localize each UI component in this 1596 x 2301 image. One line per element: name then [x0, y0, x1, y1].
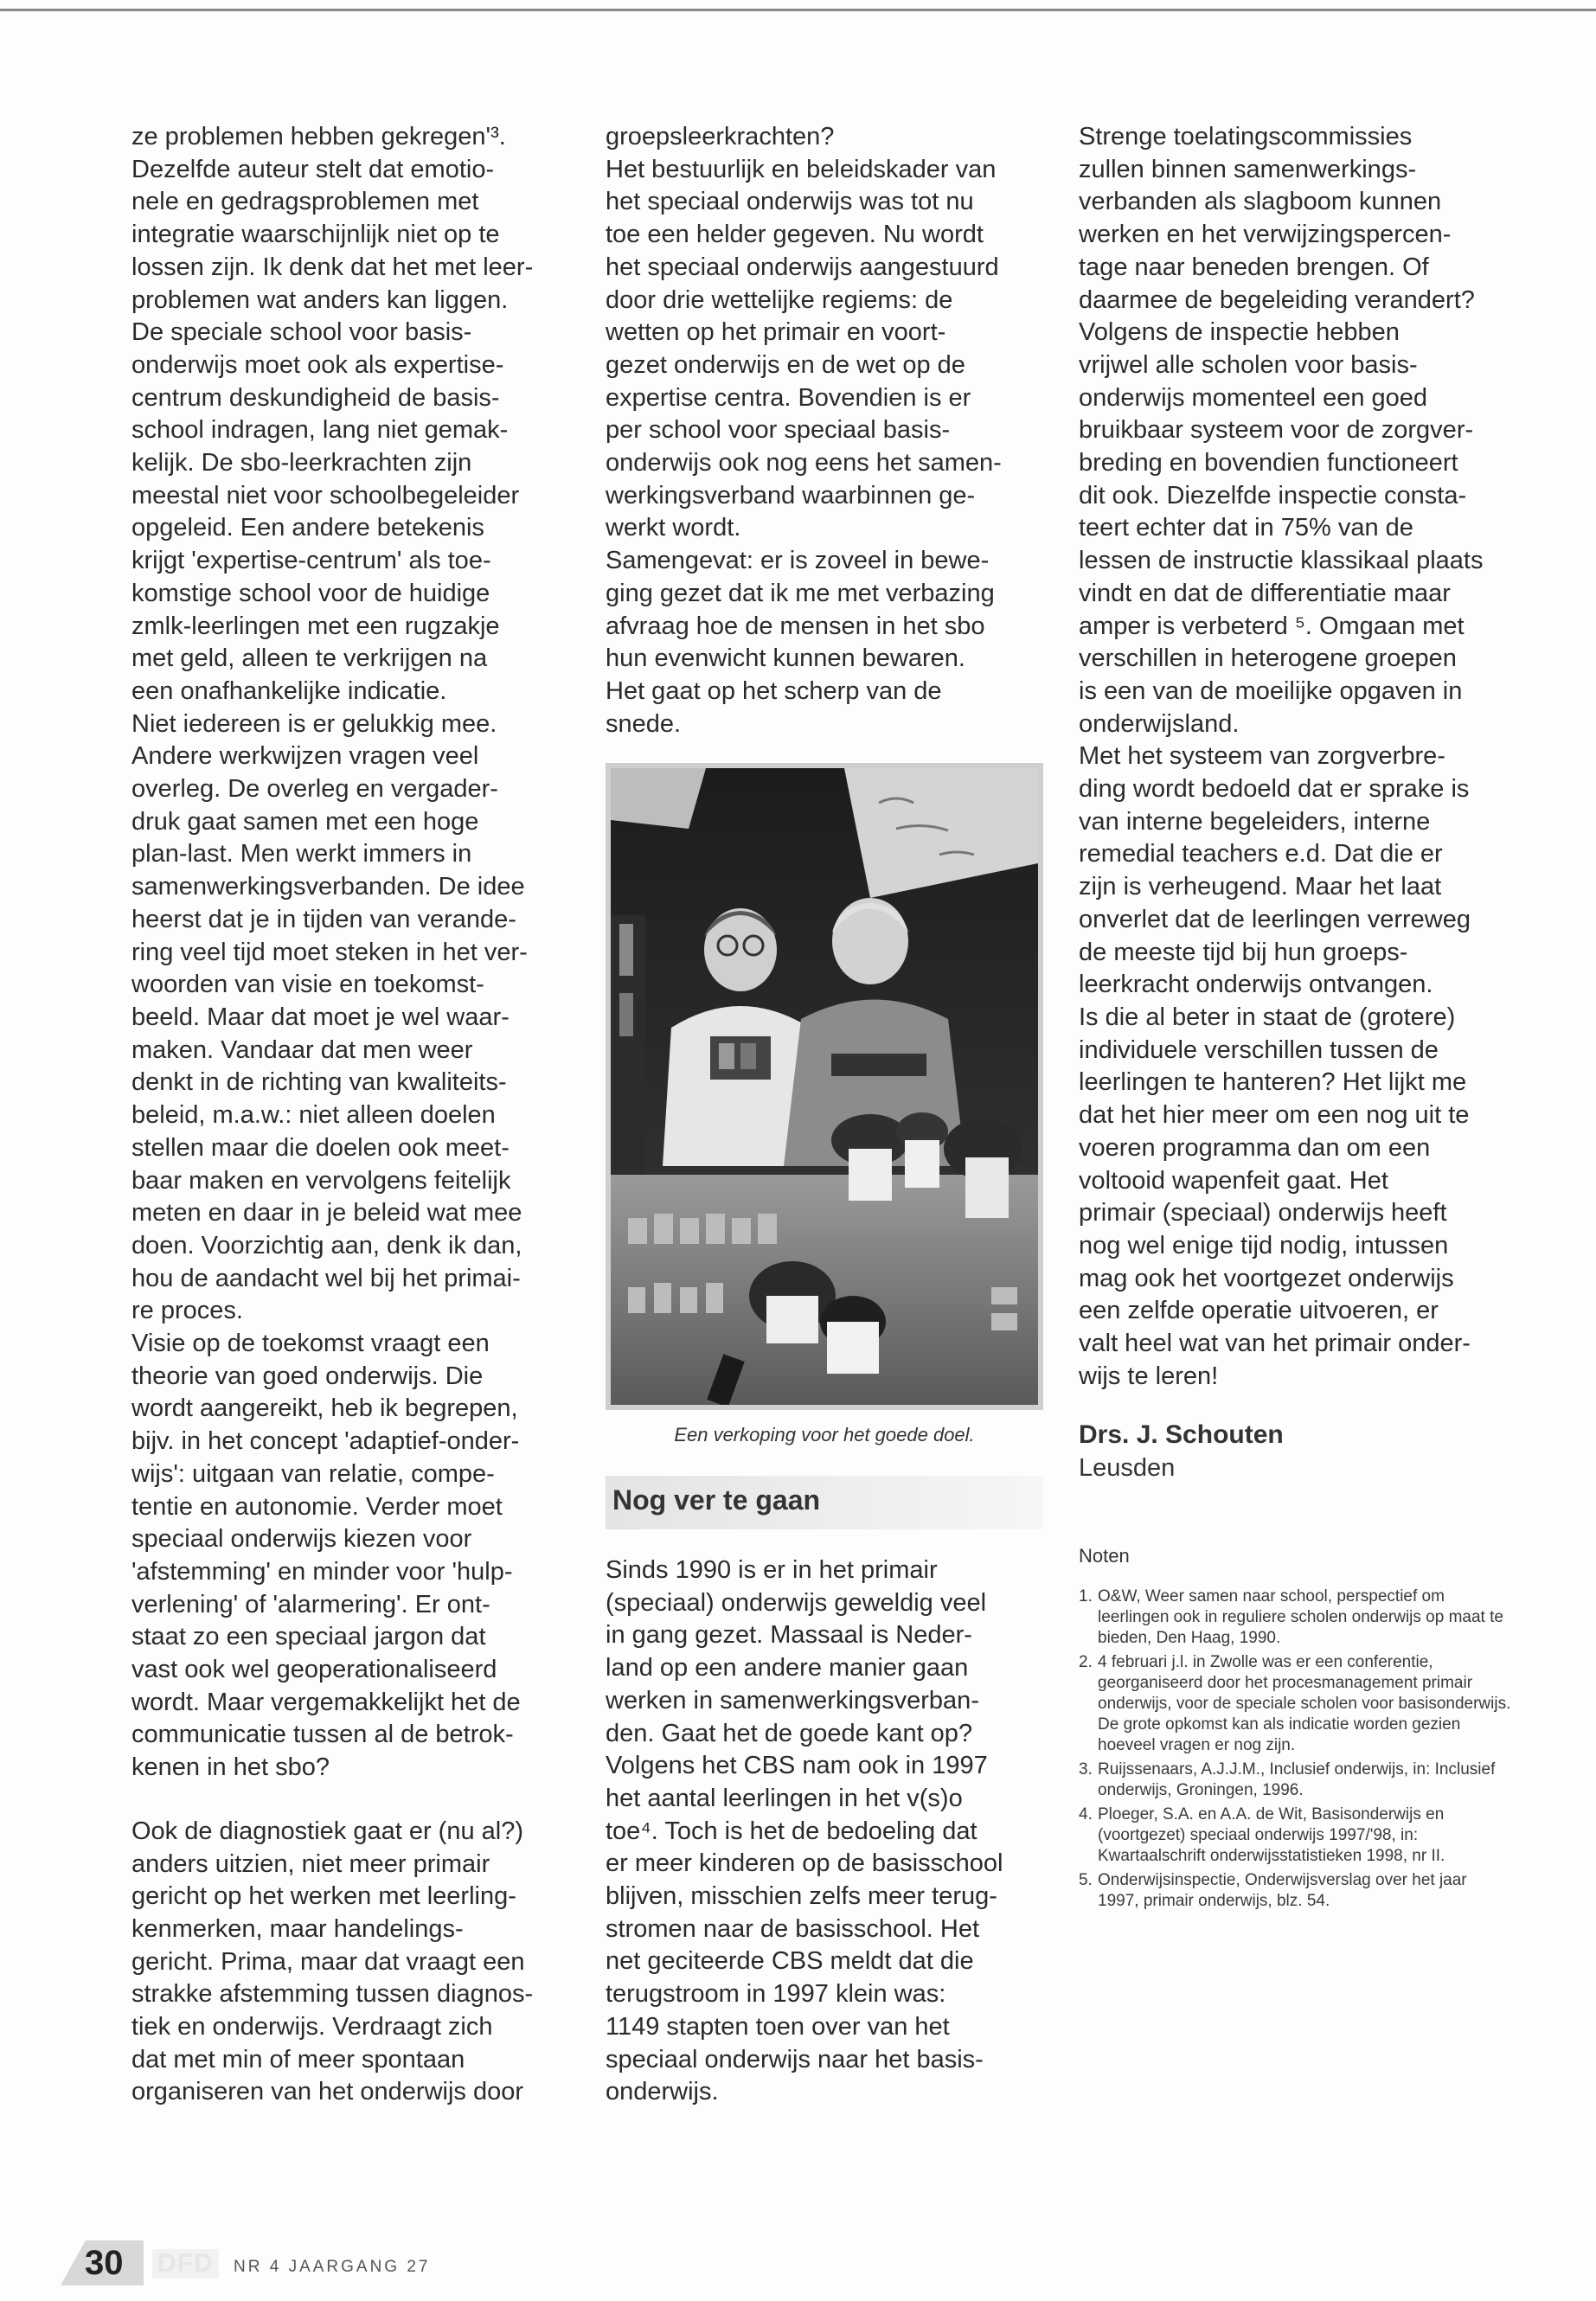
text-line: De speciale school voor basis- — [131, 318, 472, 347]
text-line: beeld. Maar dat moet je wel waar- — [131, 1003, 510, 1031]
text-line: Volgens het CBS nam ook in 1997 — [606, 1752, 988, 1780]
text-line: tentie en autonomie. Verder moet — [131, 1492, 503, 1521]
text-line: stromen naar de basisschool. Het — [606, 1914, 979, 1943]
note-item — [1079, 1586, 1511, 1649]
text-line: denkt in de richting van kwaliteits- — [131, 1068, 507, 1097]
text-line: wordt aangereikt, heb ik begrepen, — [131, 1394, 518, 1423]
text-line: Het gaat op het scherp van de — [606, 676, 942, 705]
notes-section — [1079, 1545, 1511, 1915]
text-line: Ook de diagnostiek gaat er (nu al?) — [131, 1817, 523, 1845]
column-3 — [1079, 121, 1529, 1393]
notes-list — [1079, 1586, 1511, 1912]
text-line: amper is verbeterd ⁵. Omgaan met — [1079, 612, 1465, 640]
text-line: gericht. Prima, maar dat vraagt een — [131, 1947, 525, 1976]
text-line: krijgt 'expertise-centrum' als toe- — [131, 547, 491, 575]
text-line: valt heel wat van het primair onder- — [1079, 1330, 1471, 1358]
text-line: nog wel enige tijd nodig, intussen — [1079, 1231, 1449, 1259]
note-number: 2. — [1079, 1653, 1093, 1671]
text-line: ze problemen hebben gekregen'³. — [131, 123, 506, 151]
text-line: speciaal onderwijs kiezen voor — [131, 1525, 472, 1554]
text-line: werken in samenwerkingsverban- — [606, 1686, 979, 1715]
column-1 — [131, 121, 573, 2109]
text-line: centrum deskundigheid de basis- — [131, 383, 500, 412]
text-line: communicatie tussen al de betrok- — [131, 1721, 514, 1749]
text-line: Met het systeem van zorgverbre- — [1079, 742, 1445, 771]
text-line: doen. Voorzichtig aan, denk ik dan, — [131, 1231, 522, 1259]
text-line: Het bestuurlijk en beleidskader van — [606, 155, 997, 183]
text-line: tiek en onderwijs. Verdraagt zich — [131, 2013, 493, 2041]
text-line: hou de aandacht wel bij het primai- — [131, 1264, 521, 1292]
text-line: wijs te leren! — [1079, 1362, 1219, 1390]
text-line: maken. Vandaar dat men weer — [131, 1035, 473, 1064]
note-number: 5. — [1079, 1871, 1093, 1889]
text-line: komstige school voor de huidige — [131, 579, 490, 607]
text-line: heerst dat je in tijden van verande- — [131, 905, 516, 933]
section-heading: Nog ver te gaan — [612, 1484, 821, 1516]
note-text: Onderwijsinspectie, Onderwijsverslag over het jaar 1997, primair onderwijs, blz. 54. — [1098, 1871, 1467, 1910]
text-line: onderwijs. — [606, 2078, 719, 2106]
text-line: zmlk-leerlingen met een rugzakje — [131, 612, 500, 640]
text-line: wordt. Maar vergemakkelijkt het de — [131, 1688, 521, 1716]
text-line: breding en bovendien functioneert — [1079, 449, 1458, 478]
text-line: wijs': uitgaan van relatie, compe- — [131, 1459, 495, 1488]
text-line: school indragen, lang niet gemak- — [131, 416, 509, 445]
text-line: snede. — [606, 709, 682, 738]
text-line: (speciaal) onderwijs geweldig veel — [606, 1588, 987, 1617]
text-line: dat met min of meer spontaan — [131, 2045, 465, 2073]
note-number: 1. — [1079, 1587, 1093, 1606]
note-item — [1079, 1804, 1511, 1867]
page-footer — [61, 2240, 580, 2292]
text-line: staat zo een speciaal jargon dat — [131, 1623, 486, 1651]
text-line: kenmerken, maar handelings- — [131, 1914, 464, 1943]
text-line: de meeste tijd bij hun groeps- — [1079, 938, 1408, 966]
text-line: bijv. in het concept 'adaptief-onder- — [131, 1427, 520, 1456]
note-text: Ruijssenaars, A.J.J.M., Inclusief onderwijs, in: Inclusief onderwijs, Groningen, 1996. — [1098, 1760, 1496, 1799]
photo-children-sale — [611, 768, 1038, 1405]
text-line: vrijwel alle scholen voor basis- — [1079, 350, 1418, 379]
text-line: 'afstemming' en minder voor 'hulp- — [131, 1557, 513, 1586]
note-item — [1079, 1759, 1511, 1801]
text-line: theorie van goed onderwijs. Die — [131, 1362, 484, 1390]
text-line: afvraag hoe de mensen in het sbo — [606, 612, 985, 640]
text-line: zullen binnen samenwerkings- — [1079, 155, 1417, 183]
text-line: leerkracht onderwijs ontvangen. — [1079, 971, 1433, 999]
text-line: Volgens de inspectie hebben — [1079, 318, 1400, 347]
magazine-logo: DFD — [152, 2249, 219, 2279]
text-line: ring veel tijd moet steken in het ver- — [131, 938, 528, 966]
text-line: Is die al beter in staat de (grotere) — [1079, 1003, 1456, 1031]
text-line: tage naar beneden brengen. Of — [1079, 253, 1429, 281]
column-2 — [606, 121, 1047, 740]
column-1-text — [131, 121, 573, 1785]
text-line: per school voor speciaal basis- — [606, 416, 951, 445]
text-line: lessen de instructie klassikaal plaats — [1079, 547, 1484, 575]
text-line: werkingsverband waarbinnen ge- — [606, 481, 976, 510]
text-line: samenwerkingsverbanden. De idee — [131, 873, 525, 901]
text-line: het speciaal onderwijs aangestuurd — [606, 253, 999, 281]
text-line: teert echter dat in 75% van de — [1079, 514, 1413, 542]
text-line: verbanden als slagboom kunnen — [1079, 188, 1442, 216]
text-line: onverlet dat de leerlingen verreweg — [1079, 905, 1471, 933]
text-line: gericht op het werken met leerling- — [131, 1882, 516, 1911]
text-line: meten en daar in je beleid wat mee — [131, 1199, 522, 1227]
text-line: toe⁴. Toch is het de bedoeling dat — [606, 1817, 977, 1845]
text-line: anders uitzien, niet meer primair — [131, 1849, 490, 1878]
text-line: onderwijs momenteel een goed — [1079, 383, 1428, 412]
text-line: druk gaat samen met een hoge — [131, 807, 479, 836]
text-line: remedial teachers e.d. Dat die er — [1079, 840, 1443, 868]
notes-title: Noten — [1079, 1545, 1130, 1567]
text-line: voltooid wapenfeit gaat. Het — [1079, 1166, 1388, 1195]
text-line: van interne begeleiders, interne — [1079, 807, 1431, 836]
text-line: vindt en dat de differentiatie maar — [1079, 579, 1451, 607]
text-line: verlening' of 'alarmering'. Er ont- — [131, 1590, 490, 1618]
text-line: dit ook. Diezelfde inspectie consta- — [1079, 481, 1467, 510]
issue-info: NR 4 JAARGANG 27 — [234, 2258, 431, 2276]
text-line: Strenge toelatingscommissies — [1079, 123, 1413, 151]
top-rule — [0, 9, 1596, 11]
column-3-text — [1079, 121, 1529, 1393]
text-line: Andere werkwijzen vragen veel — [131, 742, 479, 771]
text-line: net geciteerde CBS meldt dat die — [606, 1947, 974, 1976]
text-line: den. Gaat het de goede kant op? — [606, 1719, 973, 1747]
text-line: dat het hier meer om een nog uit te — [1079, 1101, 1470, 1130]
text-line: re proces. — [131, 1297, 243, 1325]
text-line: wetten op het primair en voort- — [606, 318, 946, 347]
text-line: integratie waarschijnlijk niet op te — [131, 221, 500, 249]
section-heading-box — [606, 1476, 1043, 1529]
text-line: vast ook wel geoperationaliseerd — [131, 1656, 497, 1684]
text-line: een zelfde operatie uitvoeren, er — [1079, 1297, 1439, 1325]
text-line: door drie wettelijke regiems: de — [606, 285, 953, 314]
text-line: toe een helder gegeven. Nu wordt — [606, 221, 984, 249]
text-line: baar maken en vervolgens feitelijk — [131, 1166, 511, 1195]
text-line: onderwijsland. — [1079, 709, 1240, 738]
author-place: Leusden — [1079, 1454, 1176, 1482]
text-line: daarmee de begeleiding verandert? — [1079, 285, 1475, 314]
text-line: expertise centra. Bovendien is er — [606, 383, 971, 412]
text-line: nele en gedragsproblemen met — [131, 188, 479, 216]
text-line: lossen zijn. Ik denk dat het met leer- — [131, 253, 534, 281]
text-line: ging gezet dat ik me met verbazing — [606, 579, 995, 607]
text-line: terugstroom in 1997 klein was: — [606, 1980, 946, 2009]
author-block — [1079, 1419, 1529, 1484]
author-name: Drs. J. Schouten — [1079, 1420, 1284, 1449]
text-line: overleg. De overleg en vergader- — [131, 775, 498, 804]
note-number: 3. — [1079, 1760, 1093, 1779]
text-line: gezet onderwijs en de wet op de — [606, 350, 965, 379]
text-line: een onafhankelijke indicatie. — [131, 676, 447, 705]
text-line: werken en het verwijzingspercen- — [1079, 221, 1452, 249]
column-1-text-continued — [131, 1816, 573, 2109]
note-item — [1079, 1870, 1511, 1912]
photo-figure — [606, 763, 1043, 1410]
text-line: groepsleerkrachten? — [606, 123, 835, 151]
figure-caption: Een verkoping voor het goede doel. — [674, 1424, 975, 1445]
text-line: land op een andere manier gaan — [606, 1654, 969, 1682]
text-line: mag ook het voortgezet onderwijs — [1079, 1264, 1454, 1292]
text-line: onderwijs ook nog eens het samen- — [606, 449, 1002, 478]
text-line: werkt wordt. — [606, 514, 741, 542]
text-line: het speciaal onderwijs was tot nu — [606, 188, 974, 216]
text-line: voeren programma dan om een — [1079, 1133, 1431, 1162]
text-line: Samengevat: er is zoveel in bewe- — [606, 547, 990, 575]
text-line: speciaal onderwijs naar het basis- — [606, 2045, 984, 2073]
text-line: bruikbaar systeem voor de zorgver- — [1079, 416, 1474, 445]
text-line: stellen maar die doelen ook meet- — [131, 1133, 510, 1162]
text-line: Dezelfde auteur stelt dat emotio- — [131, 155, 495, 183]
text-line: met geld, alleen te verkrijgen na — [131, 644, 488, 673]
note-text: O&W, Weer samen naar school, perspectief om leerlingen ook in reguliere scholen onderwijs op maat te bieden, Den Haag, 1990. — [1098, 1587, 1503, 1647]
column-2-section-lines — [606, 1554, 1047, 2109]
text-line: beleid, m.a.w.: niet alleen doelen — [131, 1101, 496, 1130]
note-text: Ploeger, S.A. en A.A. de Wit, Basisonderwijs en (voortgezet) speciaal onderwijs 1997/'98, in: Kwartaalschrift onderwijsstatistieken 1998, nr II. — [1098, 1805, 1445, 1865]
text-line: Sinds 1990 is er in het primair — [606, 1556, 938, 1584]
text-line: kelijk. De sbo-leerkrachten zijn — [131, 449, 472, 478]
text-line: 1149 stapten toen over van het — [606, 2012, 950, 2041]
text-line: er meer kinderen op de basisschool — [606, 1849, 1003, 1878]
text-line: Visie op de toekomst vraagt een — [131, 1330, 490, 1358]
text-line: het aantal leerlingen in het v(s)o — [606, 1784, 963, 1812]
text-line: problemen wat anders kan liggen. — [131, 285, 509, 314]
column-2-section-text — [606, 1554, 1047, 2109]
text-line: is een van de moeilijke opgaven in — [1079, 676, 1463, 705]
note-item — [1079, 1652, 1511, 1756]
text-line: individuele verschillen tussen de — [1079, 1035, 1439, 1064]
text-line: meestal niet voor schoolbegeleider — [131, 481, 520, 510]
text-line: strakke afstemming tussen diagnos- — [131, 1980, 534, 2009]
text-line: primair (speciaal) onderwijs heeft — [1079, 1199, 1447, 1227]
page-number: 30 — [85, 2244, 124, 2282]
text-line: Niet iedereen is er gelukkig mee. — [131, 709, 497, 738]
text-line: plan-last. Men werkt immers in — [131, 840, 472, 868]
text-line: hun evenwicht kunnen bewaren. — [606, 644, 965, 673]
note-text: 4 februari j.l. in Zwolle was er een conferentie, georganiseerd door het procesmanagement primair onderwijs, voor de speciale scholen voor basisonderwijs. De grote opkomst kan als indicatie worden gezien hoeveel vragen er nog zijn. — [1098, 1653, 1511, 1754]
text-line: ding wordt bedoeld dat er sprake is — [1079, 775, 1470, 804]
text-line: leerlingen te hanteren? Het lijkt me — [1079, 1068, 1467, 1097]
text-line: kenen in het sbo? — [131, 1753, 330, 1782]
text-line: onderwijs moet ook als expertise- — [131, 350, 504, 379]
text-line: organiseren van het onderwijs door — [131, 2078, 523, 2106]
text-line: in gang gezet. Massaal is Neder- — [606, 1621, 972, 1650]
note-number: 4. — [1079, 1805, 1093, 1823]
text-line: blijven, misschien zelfs meer terug- — [606, 1882, 997, 1911]
column-2-text — [606, 121, 1047, 740]
text-line: verschillen in heterogene groepen — [1079, 644, 1457, 673]
text-line: zijn is verheugend. Maar het laat — [1079, 873, 1442, 901]
text-line: woorden van visie en toekomst- — [131, 971, 484, 999]
text-line: opgeleid. Een andere betekenis — [131, 514, 484, 542]
